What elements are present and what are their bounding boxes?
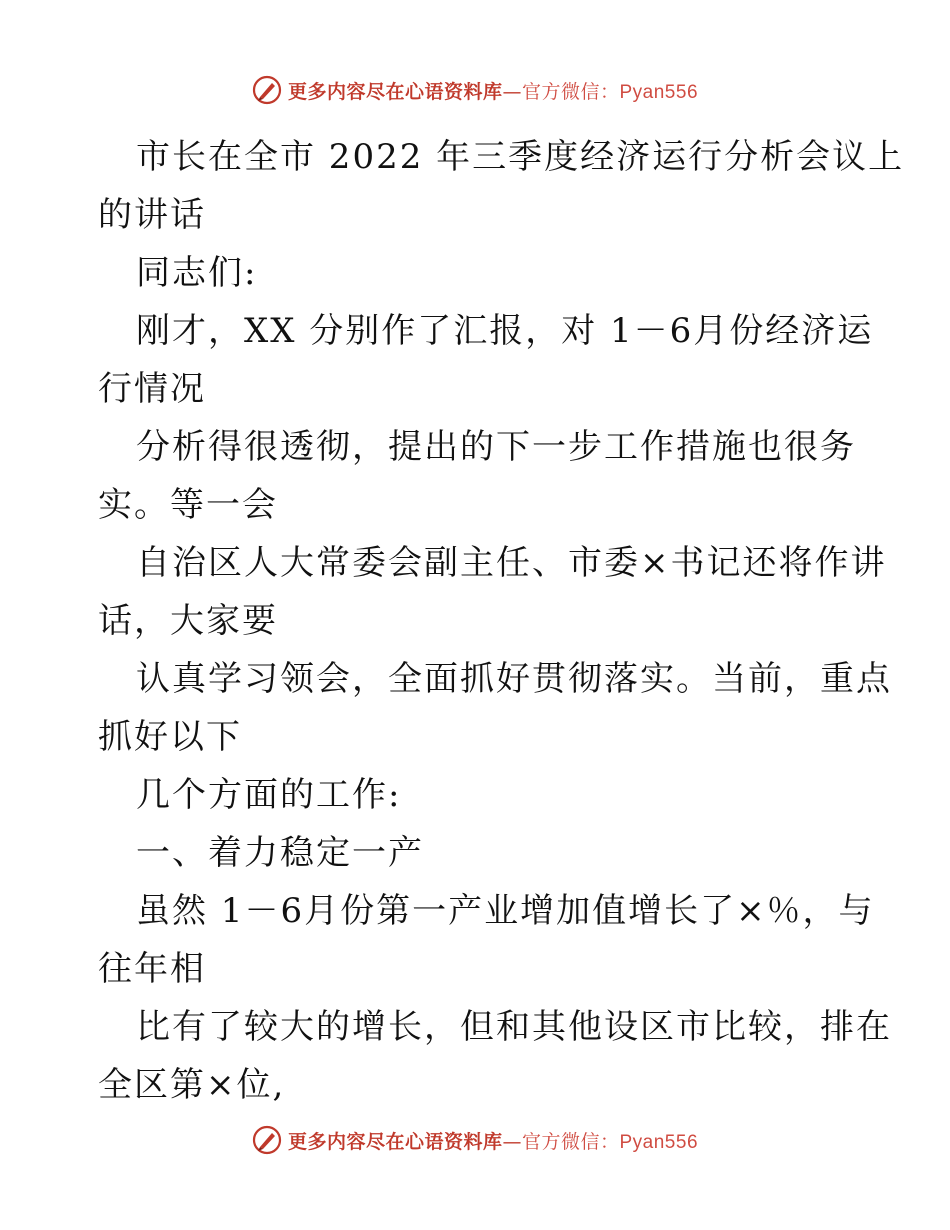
text-line: 的讲话	[98, 195, 206, 235]
text-line: 几个方面的工作:	[136, 775, 402, 815]
text-line: 同志们:	[136, 253, 258, 293]
watermark-separator: —	[502, 1130, 522, 1153]
watermark-text	[288, 1127, 698, 1154]
header-watermark	[0, 70, 950, 110]
watermark-separator: —	[502, 80, 522, 103]
watermark-main: 更多内容尽在心语资料库	[287, 1130, 503, 1153]
text-line: 刚才，XX 分别作了汇报，对 1－6月份经济运	[136, 311, 874, 351]
watermark-text	[288, 77, 698, 104]
text-line: 虽然 1－6月份第一产业增加值增长了×％，与	[136, 891, 875, 931]
watermark-main: 更多内容尽在心语资料库	[287, 80, 503, 103]
watermark-wechat-id: Pyan556	[619, 1131, 699, 1153]
text-line: 分析得很透彻，提出的下一步工作措施也很务	[136, 427, 856, 467]
text-line: 认真学习领会，全面抓好贯彻落实。当前，重点	[136, 659, 892, 699]
text-line: 自治区人大常委会副主任、市委×书记还将作讲	[136, 543, 887, 583]
watermark-wechat-label: 官方微信：	[521, 1130, 620, 1153]
text-line: 市长在全市 2022 年三季度经济运行分析会议上	[136, 137, 905, 177]
text-line: 比有了较大的增长，但和其他设区市比较，排在	[136, 1007, 892, 1047]
text-line: 抓好以下	[98, 717, 242, 757]
text-line: 行情况	[98, 369, 206, 409]
text-line: 往年相	[98, 949, 206, 989]
document-body	[98, 128, 905, 1114]
watermark-wechat-id: Pyan556	[619, 81, 699, 103]
footer-watermark	[0, 1120, 950, 1160]
pen-logo-icon	[252, 1125, 282, 1155]
text-line: 全区第×位,	[98, 1065, 286, 1105]
text-line: 话，大家要	[98, 601, 278, 641]
text-line: 实。等一会	[98, 485, 278, 525]
pen-logo-icon	[252, 75, 282, 105]
text-line: 一、着力稳定一产	[136, 833, 424, 873]
watermark-wechat-label: 官方微信：	[521, 80, 620, 103]
